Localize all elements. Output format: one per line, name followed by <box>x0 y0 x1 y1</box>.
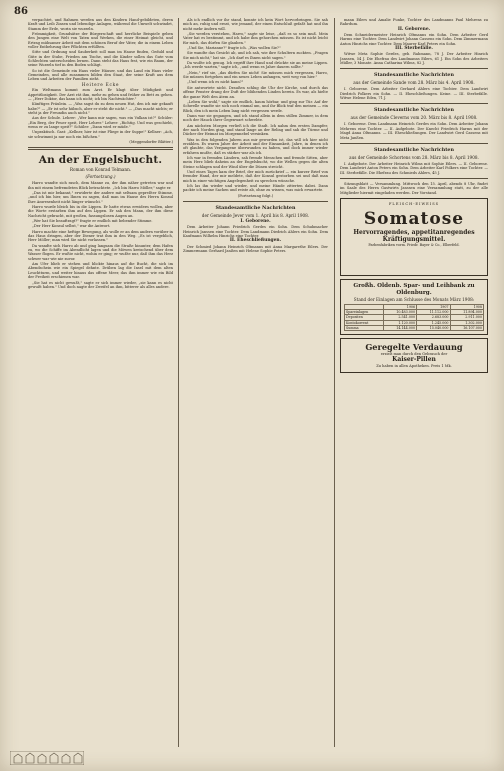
paragraph: „Der Herr Konsul selbst," war die Antwort. <box>32 224 111 229</box>
table-cell: 16.107.000 <box>450 325 483 330</box>
civil-registry-heading: Standesamtliche Nachrichten <box>374 146 454 153</box>
registry-section-heading: I. Geborene. <box>240 219 271 225</box>
column-rule <box>178 18 179 747</box>
table-cell: 2.683.000 <box>417 315 450 320</box>
civil-registry-subheading: aus der Gemeinde Sande vom 28. März bis 4. April 1908. <box>353 80 475 86</box>
ad-product-name: Kaiser-Pillen <box>392 356 436 364</box>
ad-subtitle: Stand der Einlagen am Schlusse des Monats März 1908: <box>353 296 475 302</box>
divider <box>28 147 173 150</box>
paragraph: Harro machte eine heftige Bewegung, als wolle er an dem andern vorüber in das Haus dringen, aber der Diener trat ihm in den Weg. „Es ist vergeblich, Herr Möller; man wird Sie nicht vorlassen." <box>28 229 173 243</box>
paragraph: Witwe Meta Sophie Gerdes, geb. Rahmann, 78 J. Der Arbeiter Hinrich Janssen, 54 J. Die Ehefrau des Landmanns Eilers, 61 J. Ein Sohn des Arbeiters Müller, 3 Monate. Anna Catharina Wilms, 82 J. <box>340 52 488 66</box>
section-heading-heiteres: Heitere Ecke <box>81 81 120 87</box>
table-cell: Depositen <box>345 315 384 320</box>
table-cell: Summa <box>345 325 384 330</box>
ad-line: Zu haben in allen Apotheken. Preis 1 Mk. <box>376 364 452 369</box>
civil-registry-subheading: aus der Gemeinde Cleverns vom 20. März bis 8. April 1908. <box>350 115 478 121</box>
table-header: 1906 <box>383 304 416 309</box>
table-cell: 2.541.000 <box>383 315 416 320</box>
page-number: 86 <box>14 6 28 17</box>
paragraph: „Und wenn ich es nicht kann?" <box>187 80 244 85</box>
paragraph: Da wußte ich genug. Ich ergriff ihre Hand und drückte sie an meine Lippen. „Ich werde warten," sagte ich, „und wenn es Jahre dauern sollte." <box>183 61 328 70</box>
paragraph: Harro wurde bleich bis in die Lippen. Er hatte etwas erwidern wollen, aber die Worte erstarben ihm auf den Lippen. Er sah den Mann, der ihm diese Nachricht gebracht, mit großen, fassungslosen Augen an. <box>28 205 173 218</box>
serial-continuation: (Fortsetzung.) <box>85 174 116 180</box>
ad-title: Großh. Oldenb. Spar- und Leihbank zu Oldenburg. <box>353 282 475 296</box>
paragraph: „Das ist mir bekannt," erwiderte der andere mit seltsam gepreßter Stimme, „und ich bin hier, um Ihnen zu sagen, daß man im Hause des Herrn Konsul Ihre Anwesenheit nicht länger wünscht." <box>28 190 173 204</box>
serial-title: An der Engelsbucht. <box>38 154 163 167</box>
paragraph: „Leben Sie wohl," sagte sie endlich, kaum hörbar, und ging zur Tür. Auf der Schwelle wandte sie sich noch einmal um, und ihr Blick traf den meinen — ein Blick, den ich mein Leben lang nicht vergessen werde. <box>183 99 328 113</box>
paragraph: I. Geborene. Dem Arbeiter Gerhard Ahlers eine Tochter. Dem Landwirt Diedrich Folkers ein Sohn. — II. Eheschließungen. Keine. — III. Sterbefälle. Witwe Helene Eden, 71 J. <box>340 87 488 101</box>
column-3 <box>340 18 488 747</box>
civil-registry-subheading: der Gemeinde Jever vom 1. April bis 8. April 1908. <box>201 213 310 219</box>
table-row <box>345 310 484 315</box>
paragraph: Sie wandte das Gesicht ab, und ich sah, wie ihre Schultern zuckten. „Fragen Sie mich nicht," bat sie. „Ich darf es Ihnen nicht sagen." <box>183 51 328 60</box>
table-cell: Kontokorrent <box>345 320 384 325</box>
library-stamp-icon <box>10 751 84 765</box>
serial-continuation-note: (Fortsetzung folgt.) <box>237 193 274 198</box>
paragraph: Aus der Schule. Lehrer: „Wer kann mir sagen, was ein Vulkan ist?" Schüler: „Ein Berg, der Feuer speit, Herr Lehrer." Lehrer: „Richtig. Und was geschieht, wenn er zu lange speit?" Schüler: „Dann wird er müde." <box>28 116 173 129</box>
civil-registry-heading: Standesamtliche Nachrichten <box>215 205 296 212</box>
serial-author: Roman von Konrad Telmann. <box>69 167 132 173</box>
paragraph: Sie antwortete nicht. Draußen schlug die Uhr der Kirche, und durch das offene Fenster drang der Duft der blühenden Linden herein. Es war, als hielte die ganze Welt den Atem an. <box>183 85 328 99</box>
registry-section-heading: III. Sterbefälle. <box>395 46 433 52</box>
paragraph: Unpraktisch. Gast: „Kellner, hier ist eine Fliege in der Suppe!" Kellner: „Ach, sie schwimmt ja nur noch ein bißchen." <box>28 130 173 139</box>
paragraph: „Sie hat es nicht gewußt," sagte er sich immer wieder, „sie kann es nicht gewußt haben." Und doch nagte der Zweifel an ihm, bitterer als alles andere. <box>28 280 173 289</box>
column-1 <box>28 18 173 747</box>
ad-footer: Farbenfabriken vorm. Friedr. Bayer & Co., Elberfeld. <box>368 243 460 248</box>
paragraph: Frömmigkeit, Grundsätze der Bürgerschaft und herrliche Beispiele geben den Jungen eine Welt von Taten und Werken, die einer Heimat gleicht, und Ertrag mühsamer Arbeit mit dem schönen Beruf der Väter, die in einem Leben voller Entbehrung ihre Pflichten erfüllten. <box>28 32 173 50</box>
paragraph: Ich las ihn wieder und wieder, und meine Hände zitterten dabei. Dann packte ich meine Sachen und reiste ab, ohne zu wissen, was mich erwartete. <box>183 184 328 193</box>
paragraph: I. Geborene. Dem Landmann Heinrich Gerdes ein Sohn. Dem Arbeiter Johann Mehrens eine Tochter. — II. Aufgebote. Der Knecht Friedrich Harms mit der Magd Anna Oltmanns. — III. Eheschließungen. Der Landwirt Gerd Cassens mit Meta Janßen. <box>340 122 488 140</box>
registry-section-heading: II. Geborene. <box>397 26 431 32</box>
source-note: (Meggendorfer Blätter.) <box>129 139 173 144</box>
table-header: 1908 <box>450 304 483 309</box>
table-cell: 11.112.000 <box>417 310 450 315</box>
ad-tagline: Hervorragendes, appetitanregendes Kräftigungsmittel. <box>353 229 475 244</box>
paragraph: „Sie werden verstehen, Harro," sagte sie leise, „daß es so sein muß. Mein Vater hat es bestimmt, und ich habe ihm gehorchen müssen. Es ist nicht leicht für mich, das dürfen Sie glauben." <box>183 32 328 45</box>
table-cell: 1.120.000 <box>383 320 416 325</box>
paragraph: „Wer hat Sie beauftragt?" fragte er endlich mit bebender Stimme. <box>32 219 153 224</box>
paragraph: mann Eilers und Amalie Funke, Tochter des Landmanns Paul Mehrens zu Rahrdum. <box>340 18 488 27</box>
ad-title: Geregelte Verdauung <box>365 341 463 352</box>
paragraph: I. Aufgebote. Der Arbeiter Heinrich Wilms mit Sophie Eilers. — II. Geborene. Dem Landwirt Anton Peters ein Sohn. Dem Arbeiter Karl Folkers eine Tochter. — III. Sterbefälle. Die Ehefrau des Schmieds Ahlers, 45 J. <box>340 161 488 175</box>
paragraph: Dem Arbeiter Johann Friedrich Gerdes ein Sohn. Dem Schuhmacher Heinrich Janssen eine Tochter. Dem Landmann Diedrich Ahlers ein Sohn. Dem Kaufmann Wilhelm Hinrichs eine Tochter. <box>183 225 328 239</box>
paragraph: „Nein," rief sie, „das dürfen Sie nicht! Sie müssen mich vergessen, Harro, Sie müssen fortgehen und ein neues Leben anfangen, weit weg von hier." <box>183 70 328 80</box>
divider <box>340 68 488 69</box>
registry-section-heading: II. Eheschließungen. <box>229 238 282 244</box>
paragraph: Harro wandte sich rasch, dem Manne zu, der ihm näher getreten war und ihn mit einem befremdeten Blick betrachtete. „Ich bin Harro Möller," sagte er. <box>28 181 173 190</box>
notice-paragraph: Sitzungsblatt — Versammlung. Mittwoch den 15. April, abends 8 Uhr, findet im Saale des Herrn Gastwirts Janssen eine Versammlung statt, zu der alle Mitglieder hiermit eingeladen werden. Der Vorstand. <box>340 181 488 195</box>
ad-kicker: FLEISCH-EIWEISS <box>388 201 440 206</box>
paragraph: Und eines Tages kam der Brief, der mich zurückrief — ein kurzer Brief von fremder Hand, der mir meldete, daß der Konsul gestorben sei und daß man mich in einer wichtigen Angelegenheit zu sprechen wünsche. <box>183 170 328 183</box>
paragraph: Ein Weltmann kommt zum Arzt. Er klagt über Müdigkeit und Appetitlosigkeit. Der Arzt rät ihm, mehr zu gehen und früher zu Bett zu gehen. — „Herr Doktor, das kann ich nicht; ich bin Nachtwächter." <box>28 88 173 101</box>
bank-advertisement <box>340 279 488 335</box>
table-row <box>345 325 484 330</box>
table-cell: 1.302.000 <box>450 320 483 325</box>
civil-registry-heading: Standesamtliche Nachrichten <box>374 72 454 79</box>
paragraph: Der Schmied Johann Heinrich Oltmanns mit Anna Margarethe Eilers. Der Zimmermann Gerhard Janßen mit Helene Sophie Peters. <box>183 244 328 254</box>
table-cell: 2.911.000 <box>450 315 483 320</box>
paragraph: So ist die Gemeinde ein Haus vieler Häuser, und das Land ein Haus vieler Gemeinden, und alle zusammen bilden den Staat, der seine Kraft aus dem Leben und Arbeiten der Familien zieht. <box>28 68 173 82</box>
paragraph: Dem Schneidermeister Heinrich Oltmanns ein Sohn. Dem Arbeiter Gerd Harms eine Tochter. Dem Landwirt Johann Cassens ein Sohn. Dem Zimmermann Anton Hinrichs eine Tochter. Dem Maurer Karl Peters ein Sohn. <box>340 33 488 46</box>
divider <box>340 103 488 104</box>
paragraph: „Und Sie, Marianne?" fragte ich. „Was wollen Sie?" <box>187 46 281 51</box>
divider <box>183 201 328 202</box>
deposit-table <box>344 304 484 331</box>
paragraph: Da wandte sich Harro ab und ging langsam die Straße hinunter, dem Hafen zu, wo die Schiffe im Abendlicht lagen und die Möwen kreischend über dem Wasser flogen. Er wußte nicht, wohin er ging; er wußte nur, daß ihm das Herz schwer war wie nie zuvor. <box>28 243 173 261</box>
column-rule <box>334 18 335 747</box>
table-cell: 15.040.000 <box>417 325 450 330</box>
table-cell: 10.483.000 <box>383 310 416 315</box>
table-cell: 11.894.000 <box>450 310 483 315</box>
paragraph: Sitte und Ordnung und Sauberkeit soll man im Hause finden, Geduld und Güte in der Stube, Frieden am Tische, und die Kinder sollen das Gute vom Schlechten unterscheiden lernen. Dann steht das Haus fest, wie ein Baum, der seine Wurzeln tief in den Boden schlägt. <box>28 50 173 68</box>
civil-registry-heading: Standesamtliche Nachrichten <box>374 107 454 114</box>
ad-title: Somatose <box>363 209 465 230</box>
pills-advertisement <box>340 338 488 373</box>
somatose-advertisement <box>340 198 488 276</box>
paragraph: Was in den folgenden Jahren aus mir geworden ist, das will ich hier nicht erzählen. Es waren Jahre der Arbeit und der Einsamkeit, Jahre, in denen ich oft glaubte, das Vergangene überwunden zu haben, und doch immer wieder erfahren mußte, daß es stärker war als ich. <box>183 137 328 155</box>
paragraph: Dann war sie gegangen, und ich stand allein in dem stillen Zimmer, in dem noch der Hauch ihrer Gegenwart schwebte. <box>183 113 328 123</box>
table-cell: 1.245.000 <box>417 320 450 325</box>
divider <box>340 178 488 179</box>
table-header: 1907 <box>417 304 450 309</box>
paragraph: Ich war in fremden Ländern, sah fremde Menschen und fremde Sitten, aber mein Herz blieb daheim an der Engelsbucht, wo die Wellen gegen die alten Steine schlagen und der Wind über die Dünen streicht. <box>183 155 328 169</box>
paragraph: Am Ufer blieb er stehen und blickte hinaus auf die Bucht, die sich im Abendschein wie ein Spiegel dehnte. Drüben lag die Insel mit dem alten Leuchtturm, und weiter hinaus das offene Meer, das ihm immer wie ein Bild der Freiheit erschienen war. <box>28 262 173 280</box>
paragraph: Künftiges Fräulein. — „Was sagst du zu dem neuen Hut, den ich mir gekauft habe?" — „Er ist sehr hübsch, aber er steht dir nicht." — „Das macht nichts; er steht ja der Freundin auch nicht." <box>28 102 173 115</box>
ad-line: erzielt man durch den Gebrauch der <box>380 351 448 356</box>
divider <box>340 143 488 144</box>
paragraph: Am nächsten Morgen verließ ich die Stadt. Ich nahm den ersten Dampfer, der nach Norden ging, und stand lange an der Reling und sah die Türme und Dächer der Heimat im Morgennebel versinken. <box>183 123 328 137</box>
paragraph: Als ich endlich vor ihr stand, konnte ich kein Wort hervorbringen. Sie sah mich an, ruhig und ernst, wie jemand, der einen Entschluß gefaßt hat und ihn nicht mehr ändern will. <box>183 18 328 31</box>
paragraph: verpachtet, und Rahmen werden aus den Kindern Hand-gebildeten, deren Kraft und Leib Zinsen und lebendige Anlagen, während die Umwelt schwindet, Stamm der Erde, worin sie wurzeln. <box>28 18 173 31</box>
civil-registry-subheading: aus der Gemeinde Schortens vom 28. März bis 8. April 1908. <box>349 154 479 160</box>
table-cell: 14.144.000 <box>383 325 416 330</box>
table-cell: Spareinlagen <box>345 310 384 315</box>
column-2 <box>183 18 328 747</box>
